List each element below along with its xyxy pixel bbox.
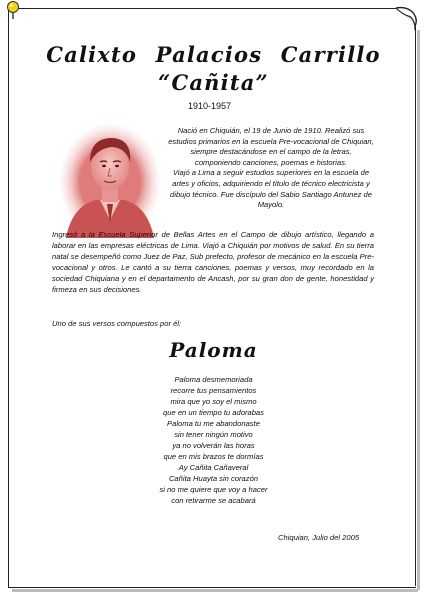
- page-subtitle-nickname: “Cañita”: [158, 70, 269, 95]
- page-top-edge: [8, 8, 396, 9]
- poem-line: con retirarme se acabará: [171, 496, 256, 505]
- poem-title: Paloma: [169, 338, 258, 362]
- bio-paragraph: Viajó a Lima a seguir estudios superiores en la escuela de artes y oficios, adquiriendo el título de técnico electricista y dibujo técnico. Fue discípulo del Sabio Santiago Antunez de Mayolo.: [170, 168, 372, 210]
- poem-line: que en mis brazos te dormías: [163, 452, 264, 461]
- poem-line: Cañita Huayta sin corazón: [168, 474, 259, 483]
- bio-paragraph: Nació en Chiquián, el 19 de Junio de 1910. Realizó sus estudios primarios en la escuela Pre-vocacional de Chiquian, siempre destacándose en el campo de la letras, componiendo canciones, poemas e historias.: [168, 126, 374, 167]
- poem-line: mira que yo soy el mismo: [170, 397, 257, 406]
- place-and-date: Chiquian, Julio del 2005: [278, 533, 360, 542]
- portrait-icon: [60, 120, 160, 238]
- poem-line: sin tener ningún motivo: [174, 430, 253, 439]
- poem-line: recorre tus pensamientos: [170, 386, 257, 395]
- page-shadow-bottom: [12, 589, 418, 592]
- pushpin-icon: [6, 0, 20, 20]
- poem-line: Ay Cañita Cañaveral: [178, 463, 249, 472]
- poem-line: ya no volverán las horas: [172, 441, 255, 450]
- biography-full-width: [52, 229, 374, 295]
- page-curl-icon: [394, 4, 420, 30]
- poem-line: Paloma desmemoriada: [174, 375, 253, 384]
- poem-line: Paloma tu me abandonaste: [167, 419, 260, 428]
- page-title: Calixto Palacios Carrillo: [46, 42, 381, 67]
- biography-beside-photo: [168, 126, 374, 211]
- page-shadow-right: [417, 30, 420, 590]
- poem-body: [0, 374, 427, 506]
- life-years: 1910-1957: [188, 101, 232, 111]
- poem-line: si no me quiere que voy a hacer: [159, 485, 268, 494]
- poem-line: que en un tiempo tu adorabas: [163, 408, 264, 417]
- bio-paragraph: Ingresó a la Escuela Superior de Bellas Artes en el Campo de dibujo artístico, llegando a laborar en las empresas eléctricas de Lima. Viajó a Chiquián por motivos de salud. En su tierra natal se desempeñó como Juez de Paz, Sub prefecto, profesor de mecánico en la escuela Pre-vocacional y otros. Le cantó a su tierra canciones, poemas y versos, muy recordado en la sociedad Chiquiana y en el departamento de Ancash, por su gran don de gente, honestidad y firmeza en sus decisiones.: [52, 230, 374, 294]
- poem-intro: Uno de sus versos compuestos por él:: [52, 319, 182, 328]
